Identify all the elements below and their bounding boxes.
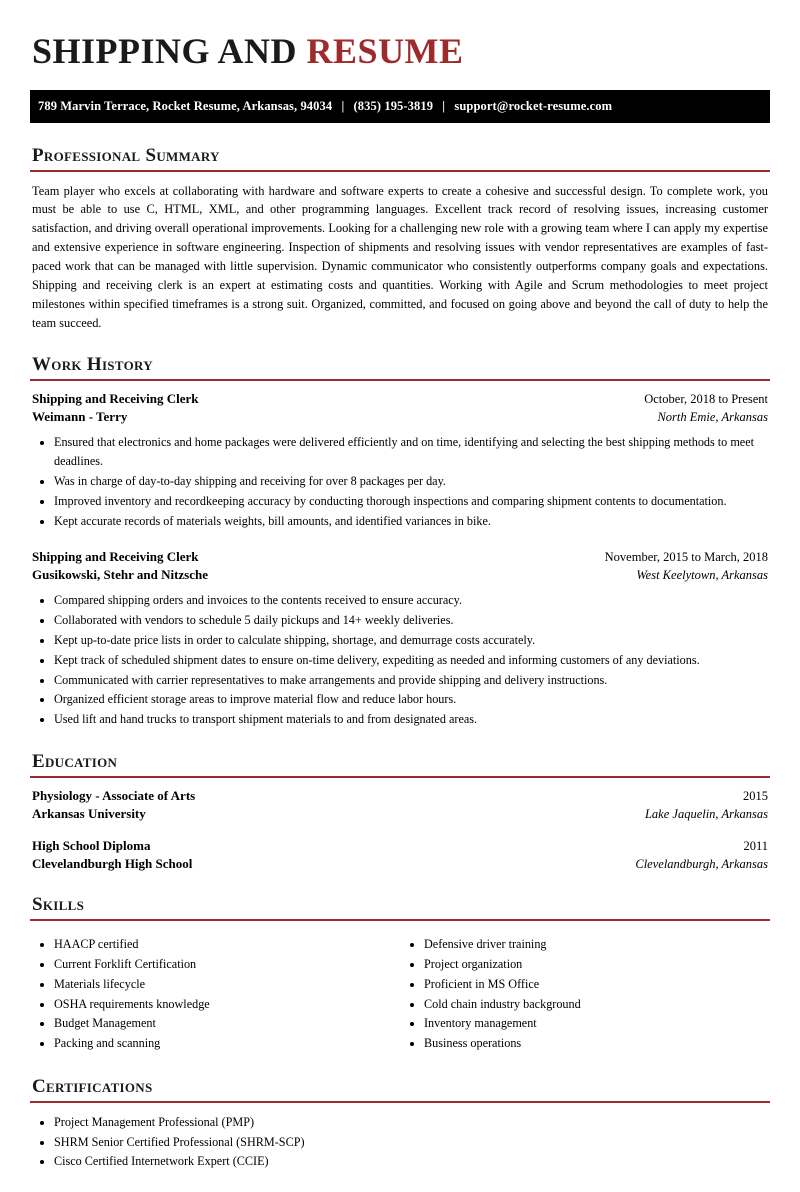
job-title: Shipping and Receiving Clerk xyxy=(32,391,199,407)
section-divider xyxy=(30,919,770,921)
work-entry xyxy=(30,549,770,729)
section-skills xyxy=(30,894,770,1054)
list-item: • Used lift and hand trucks to transport shipment materials to and from designated areas. xyxy=(54,710,770,729)
list-item: • Improved inventory and recordkeeping accuracy by conducting thorough inspections and comparing shipment contents to documentation. xyxy=(54,492,770,511)
section-divider xyxy=(30,170,770,172)
list-item: • Business operations xyxy=(424,1034,770,1054)
contact-separator-2: | xyxy=(442,98,446,113)
job-date: November, 2015 to March, 2018 xyxy=(604,549,768,564)
list-item: • Project organization xyxy=(424,955,770,975)
contact-bar xyxy=(30,90,770,123)
section-certifications xyxy=(30,1076,770,1172)
list-item: • Communicated with carrier representatives to make arrangements and provide shipping and delivery instructions. xyxy=(54,671,770,690)
education-location: Clevelandburgh, Arkansas xyxy=(635,857,768,872)
name-first: SHIPPING AND xyxy=(32,31,307,71)
section-work-history xyxy=(30,354,770,729)
education-entry-header xyxy=(32,788,768,804)
education-entry-subheader xyxy=(32,806,768,822)
section-title-education: Education xyxy=(32,751,118,773)
education-entry xyxy=(30,838,770,872)
contact-separator-1: | xyxy=(341,98,345,113)
education-entry xyxy=(30,788,770,822)
list-item: • Organized efficient storage areas to improve material flow and reduce labor hours. xyxy=(54,690,770,709)
list-item: • SHRM Senior Certified Professional (SHRM-SCP) xyxy=(54,1133,770,1153)
section-title-summary: Professional Summary xyxy=(32,144,220,166)
job-bullets xyxy=(30,433,770,531)
education-location: Lake Jaquelin, Arkansas xyxy=(644,807,768,822)
education-year: 2015 xyxy=(743,789,768,804)
list-item: • Project Management Professional (PMP) xyxy=(54,1113,770,1133)
job-company: Weimann - Terry xyxy=(32,409,128,425)
list-item: • Kept up-to-date price lists in order to calculate shipping, shortage, and demurrage costs accurately. xyxy=(54,631,770,650)
work-entry-subheader xyxy=(32,409,768,425)
education-entry-header xyxy=(32,838,768,854)
education-degree: Physiology - Associate of Arts xyxy=(32,788,196,804)
job-date: October, 2018 to Present xyxy=(644,392,768,407)
summary-text: Team player who excels at collaborating with hardware and software experts to create a cohesive and successful design. To complete work, you must be able to use C, HTML, XML, and other programming languages. Excellent track record of resolving issues, increasing customer satisfaction, and driving overall operational improvements. Looking for a challenging new role with a growing team where I can apply my expertise and extensive experience in software engineering. Inspection of shipments and resolving issues with vendor representatives are examples of fast-paced work that can be managed with little supervision. Dynamic communicator who consistently outperforms company goals and expectations. Shipping and receiving clerk is an expert at estimating costs and quantities. Working with Agile and Scrum methodologies to meet project milestones within specified timeframes is a strong suit. Organized, committed, and focused on going above and beyond the call of duty to help the team succeed. xyxy=(32,183,768,330)
section-education xyxy=(30,751,770,872)
list-item: • Collaborated with vendors to schedule 5 daily pickups and 14+ weekly deliveries. xyxy=(54,611,770,630)
list-item: • Proficient in MS Office xyxy=(424,975,770,995)
education-school: Arkansas University xyxy=(32,806,146,822)
contact-phone: (835) 195-3819 xyxy=(353,98,434,113)
job-location: North Emie, Arkansas xyxy=(657,410,768,425)
work-entry xyxy=(30,391,770,531)
work-entry-header xyxy=(32,391,768,407)
name-last: RESUME xyxy=(306,31,464,71)
skills-columns xyxy=(30,931,770,1054)
list-item: • Materials lifecycle xyxy=(54,975,400,995)
work-entry-header xyxy=(32,549,768,565)
work-entry-subheader xyxy=(32,567,768,583)
education-year: 2011 xyxy=(743,839,768,854)
list-item: • Ensured that electronics and home packages were delivered efficiently and on time, identifying and selecting the best shipping methods to meet deadlines. xyxy=(54,433,770,471)
list-item: • Defensive driver training xyxy=(424,935,770,955)
skills-column-left xyxy=(30,931,400,1054)
job-company: Gusikowski, Stehr and Nitzsche xyxy=(32,566,209,582)
list-item: • Kept track of scheduled shipment dates to ensure on-time delivery, expediting as needed and informing customers of any deviations. xyxy=(54,651,770,670)
education-school: Clevelandburgh High School xyxy=(32,856,193,872)
section-professional-summary xyxy=(30,145,770,333)
section-divider xyxy=(30,379,770,381)
skills-column-right xyxy=(400,931,770,1054)
list-item: • HAACP certified xyxy=(54,935,400,955)
list-item: • Packing and scanning xyxy=(54,1034,400,1054)
job-bullets xyxy=(30,591,770,729)
list-item: • Cold chain industry background xyxy=(424,995,770,1015)
contact-email[interactable]: support@rocket-resume.com xyxy=(454,98,613,113)
list-item: • Cisco Certified Internetwork Expert (CCIE) xyxy=(54,1152,770,1172)
list-item: • Was in charge of day-to-day shipping and receiving for over 8 packages per day. xyxy=(54,472,770,491)
section-title-skills: Skills xyxy=(32,894,85,916)
list-item: • Current Forklift Certification xyxy=(54,955,400,975)
job-location: West Keelytown, Arkansas xyxy=(636,567,768,582)
contact-address: 789 Marvin Terrace, Rocket Resume, Arkansas, 94034 xyxy=(38,98,333,113)
page-title xyxy=(32,32,770,72)
education-degree: High School Diploma xyxy=(32,838,151,854)
list-item: • OSHA requirements knowledge xyxy=(54,995,400,1015)
list-item: • Budget Management xyxy=(54,1014,400,1034)
section-title-work-history: Work History xyxy=(32,354,153,376)
section-divider xyxy=(30,1101,770,1103)
list-item: • Kept accurate records of materials weights, bill amounts, and identified variances in bike. xyxy=(54,512,770,531)
list-item: • Compared shipping orders and invoices to the contents received to ensure accuracy. xyxy=(54,591,770,610)
section-title-certifications: Certifications xyxy=(32,1075,153,1097)
list-item: • Inventory management xyxy=(424,1014,770,1034)
education-entry-subheader xyxy=(32,856,768,872)
section-divider xyxy=(30,776,770,778)
job-title: Shipping and Receiving Clerk xyxy=(32,548,199,564)
